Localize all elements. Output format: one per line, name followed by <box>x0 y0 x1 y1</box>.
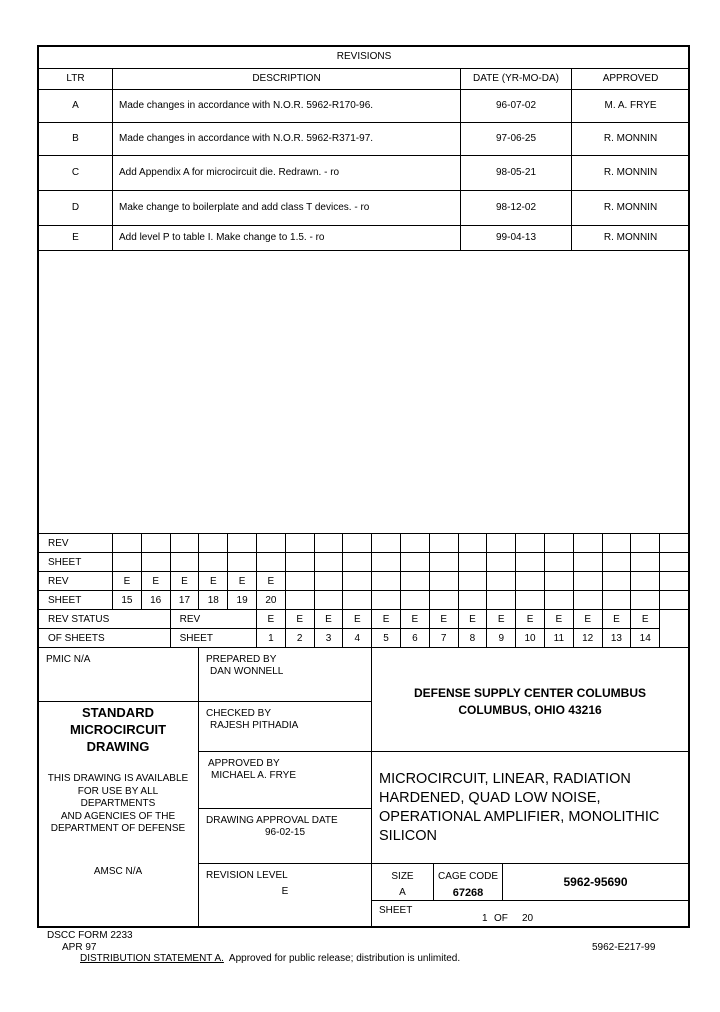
revision-description: Add Appendix A for microcircuit die. Redrawn. - ro <box>113 155 461 190</box>
grid-cell <box>400 534 429 553</box>
grid-cell <box>113 553 142 572</box>
grid-cell: 5 <box>372 629 401 648</box>
prepared-name: DAN WONNELL <box>210 666 284 677</box>
revision-approver: R. MONNIN <box>572 225 690 250</box>
standard-label: STANDARD <box>82 705 154 720</box>
grid-cell: E <box>429 610 458 629</box>
distribution-statement <box>80 953 460 964</box>
grid-cell: E <box>544 610 573 629</box>
revision-letter: B <box>39 122 113 155</box>
revision-description: Make change to boilerplate and add class T devices. - ro <box>113 190 461 225</box>
grid-cell <box>429 553 458 572</box>
revision-row <box>39 122 690 155</box>
approval-date: 96-02-15 <box>264 827 306 838</box>
microcircuit-label: MICROCIRCUIT <box>69 722 167 737</box>
title-line: MICROCIRCUIT, LINEAR, RADIATION <box>379 771 631 787</box>
title-line: SILICON <box>379 828 438 844</box>
cage-cell <box>433 863 503 901</box>
grid-cell: 1 <box>256 629 285 648</box>
grid-cell <box>487 553 516 572</box>
grid-label: SHEET <box>39 591 113 610</box>
grid-label: OF SHEETS <box>39 629 171 648</box>
availability-line: DEPARTMENTS <box>80 798 156 809</box>
pmic-cell <box>37 647 199 702</box>
grid-cell: E <box>487 610 516 629</box>
grid-cell <box>170 534 199 553</box>
grid-cell <box>573 572 602 591</box>
revision-approver: M. A. FRYE <box>572 89 690 122</box>
checked-label: CHECKED BY <box>206 708 272 719</box>
grid-cell <box>631 534 660 553</box>
revision-letter: D <box>39 190 113 225</box>
grid-cell <box>314 534 343 553</box>
grid-cell <box>314 572 343 591</box>
size-cell <box>371 863 434 901</box>
availability-line: FOR USE BY ALL <box>77 785 159 797</box>
cage-code: 67268 <box>452 887 484 899</box>
grid-cell: E <box>458 610 487 629</box>
grid-cell <box>660 572 689 591</box>
revision-date: 97-06-25 <box>461 122 572 155</box>
grid-cell <box>602 591 631 610</box>
grid-cell <box>660 591 689 610</box>
grid-cell <box>400 553 429 572</box>
grid-cell: E <box>372 610 401 629</box>
revision-level-cell <box>198 863 372 928</box>
rev-status-grid <box>38 533 689 648</box>
grid-cell <box>660 534 689 553</box>
grid-cell: E <box>113 572 142 591</box>
availability-line: THIS DRAWING IS AVAILABLE <box>47 773 189 784</box>
header-approved: APPROVED <box>572 68 690 89</box>
grid-label: SHEET <box>170 629 256 648</box>
grid-cell <box>573 591 602 610</box>
revision-row <box>39 190 690 225</box>
grid-cell: 20 <box>256 591 285 610</box>
revision-date: 99-04-13 <box>461 225 572 250</box>
form-number: DSCC FORM 2233 <box>47 930 133 941</box>
grid-cell <box>372 553 401 572</box>
agency-cell <box>371 647 689 752</box>
grid-cell <box>429 534 458 553</box>
grid-cell <box>400 591 429 610</box>
revision-description: Made changes in accordance with N.O.R. 5962-R170-96. <box>113 89 461 122</box>
revision-date: 96-07-02 <box>461 89 572 122</box>
grid-cell: E <box>256 572 285 591</box>
form-date: APR 97 <box>62 942 97 953</box>
grid-cell: 15 <box>113 591 142 610</box>
grid-cell <box>660 553 689 572</box>
grid-cell: 17 <box>170 591 199 610</box>
revision-approver: R. MONNIN <box>572 190 690 225</box>
grid-cell: 16 <box>141 591 170 610</box>
grid-cell <box>458 591 487 610</box>
sheet-of: OF <box>494 913 508 924</box>
header-date: DATE (YR-MO-DA) <box>461 68 572 89</box>
grid-cell <box>573 553 602 572</box>
grid-cell <box>372 591 401 610</box>
grid-cell <box>372 572 401 591</box>
grid-cell: E <box>516 610 545 629</box>
agency-name: DEFENSE SUPPLY CENTER COLUMBUS <box>413 686 647 700</box>
pmic-text: PMIC N/A <box>46 654 91 665</box>
grid-cell <box>544 572 573 591</box>
grid-cell: 2 <box>285 629 314 648</box>
grid-cell: E <box>602 610 631 629</box>
approved-label: APPROVED BY <box>208 758 280 769</box>
title-line: OPERATIONAL AMPLIFIER, MONOLITHIC <box>379 809 660 825</box>
cage-label: CAGE CODE <box>437 871 498 882</box>
grid-cell <box>516 572 545 591</box>
grid-cell: 14 <box>631 629 660 648</box>
grid-cell <box>487 572 516 591</box>
grid-cell <box>343 591 372 610</box>
grid-cell <box>602 553 631 572</box>
grid-cell <box>343 553 372 572</box>
grid-cell: E <box>256 610 285 629</box>
sheet-label: SHEET <box>379 905 413 916</box>
availability-line: DEPARTMENT OF DEFENSE <box>50 823 186 834</box>
drawing-title-cell <box>371 751 689 864</box>
grid-cell <box>285 591 314 610</box>
grid-label: REV <box>39 534 113 553</box>
grid-cell: 9 <box>487 629 516 648</box>
grid-cell <box>170 553 199 572</box>
grid-cell: E <box>141 572 170 591</box>
grid-cell: 13 <box>602 629 631 648</box>
approved-name: MICHAEL A. FRYE <box>211 770 297 781</box>
grid-cell <box>458 572 487 591</box>
grid-cell <box>113 534 142 553</box>
grid-label: REV <box>39 572 113 591</box>
standard-drawing-cell <box>37 701 199 928</box>
grid-cell: 11 <box>544 629 573 648</box>
grid-cell: 8 <box>458 629 487 648</box>
grid-cell: E <box>573 610 602 629</box>
grid-cell <box>458 534 487 553</box>
grid-cell <box>343 534 372 553</box>
grid-cell: 18 <box>199 591 228 610</box>
approved-cell <box>198 751 372 809</box>
grid-cell: 4 <box>343 629 372 648</box>
title-line: HARDENED, QUAD LOW NOISE, <box>379 790 601 806</box>
size-value: A <box>399 887 406 898</box>
grid-cell <box>141 534 170 553</box>
revisions-table <box>38 46 690 251</box>
checked-cell <box>198 701 372 752</box>
grid-cell <box>458 553 487 572</box>
grid-cell: E <box>228 572 257 591</box>
availability-line: AND AGENCIES OF THE <box>60 810 176 822</box>
grid-cell <box>400 572 429 591</box>
sheet-number: 1 <box>482 913 488 924</box>
grid-cell: E <box>400 610 429 629</box>
revision-letter: A <box>39 89 113 122</box>
grid-label: REV STATUS <box>39 610 171 629</box>
grid-cell: 10 <box>516 629 545 648</box>
grid-cell <box>314 591 343 610</box>
revision-description: Add level P to table I. Make change to 1.5. - ro <box>113 225 461 250</box>
grid-cell <box>372 534 401 553</box>
revision-approver: R. MONNIN <box>572 122 690 155</box>
revisions-title: REVISIONS <box>39 46 690 68</box>
grid-cell <box>516 553 545 572</box>
grid-cell <box>631 591 660 610</box>
grid-cell <box>228 553 257 572</box>
grid-cell <box>544 591 573 610</box>
grid-cell <box>631 553 660 572</box>
revision-approver: R. MONNIN <box>572 155 690 190</box>
revision-date: 98-12-02 <box>461 190 572 225</box>
revision-letter: C <box>39 155 113 190</box>
checked-name: RAJESH PITHADIA <box>210 720 299 731</box>
grid-cell <box>487 591 516 610</box>
grid-cell: 3 <box>314 629 343 648</box>
revision-date: 98-05-21 <box>461 155 572 190</box>
grid-cell <box>544 553 573 572</box>
revision-level: E <box>281 886 289 897</box>
grid-cell <box>285 534 314 553</box>
grid-cell <box>199 553 228 572</box>
sheet-total: 20 <box>522 913 534 924</box>
distribution-label: DISTRIBUTION STATEMENT A. <box>80 953 224 964</box>
amsc-text: AMSC N/A <box>93 865 143 877</box>
prepared-cell <box>198 647 372 702</box>
header-ltr: LTR <box>39 68 113 89</box>
grid-cell: E <box>170 572 199 591</box>
grid-cell <box>516 591 545 610</box>
drawing-label: DRAWING <box>86 739 150 754</box>
grid-cell <box>256 534 285 553</box>
header-description: DESCRIPTION <box>113 68 461 89</box>
grid-cell: 6 <box>400 629 429 648</box>
grid-cell <box>199 534 228 553</box>
revision-row <box>39 89 690 122</box>
grid-cell <box>516 534 545 553</box>
grid-cell: E <box>314 610 343 629</box>
grid-cell <box>602 572 631 591</box>
grid-cell: E <box>285 610 314 629</box>
grid-cell: E <box>343 610 372 629</box>
grid-cell: E <box>199 572 228 591</box>
grid-cell <box>285 553 314 572</box>
grid-cell: 12 <box>573 629 602 648</box>
agency-address: COLUMBUS, OHIO 43216 <box>458 703 602 717</box>
grid-cell <box>228 534 257 553</box>
revision-row <box>39 225 690 250</box>
approval-date-label: DRAWING APPROVAL DATE <box>206 815 338 826</box>
document-number: 5962-E217-99 <box>592 942 656 953</box>
grid-cell <box>602 534 631 553</box>
grid-cell <box>314 553 343 572</box>
grid-cell: 19 <box>228 591 257 610</box>
grid-cell <box>343 572 372 591</box>
sheet-cell <box>371 900 689 928</box>
grid-cell <box>487 534 516 553</box>
distribution-text: Approved for public release; distribution is unlimited. <box>223 953 461 964</box>
prepared-label: PREPARED BY <box>206 654 277 665</box>
revision-letter: E <box>39 225 113 250</box>
grid-label: REV <box>170 610 256 629</box>
grid-cell <box>573 534 602 553</box>
grid-label: SHEET <box>39 553 113 572</box>
grid-cell: E <box>631 610 660 629</box>
revision-row <box>39 155 690 190</box>
size-label: SIZE <box>391 871 414 882</box>
grid-cell <box>285 572 314 591</box>
grid-cell <box>544 534 573 553</box>
grid-cell <box>631 572 660 591</box>
grid-cell: 7 <box>429 629 458 648</box>
grid-cell <box>256 553 285 572</box>
grid-cell <box>429 591 458 610</box>
grid-cell <box>141 553 170 572</box>
revision-description: Made changes in accordance with N.O.R. 5962-R371-97. <box>113 122 461 155</box>
drawing-number: 5962-95690 <box>502 863 689 901</box>
grid-cell <box>429 572 458 591</box>
approval-date-cell <box>198 808 372 864</box>
revision-level-label: REVISION LEVEL <box>206 870 288 881</box>
